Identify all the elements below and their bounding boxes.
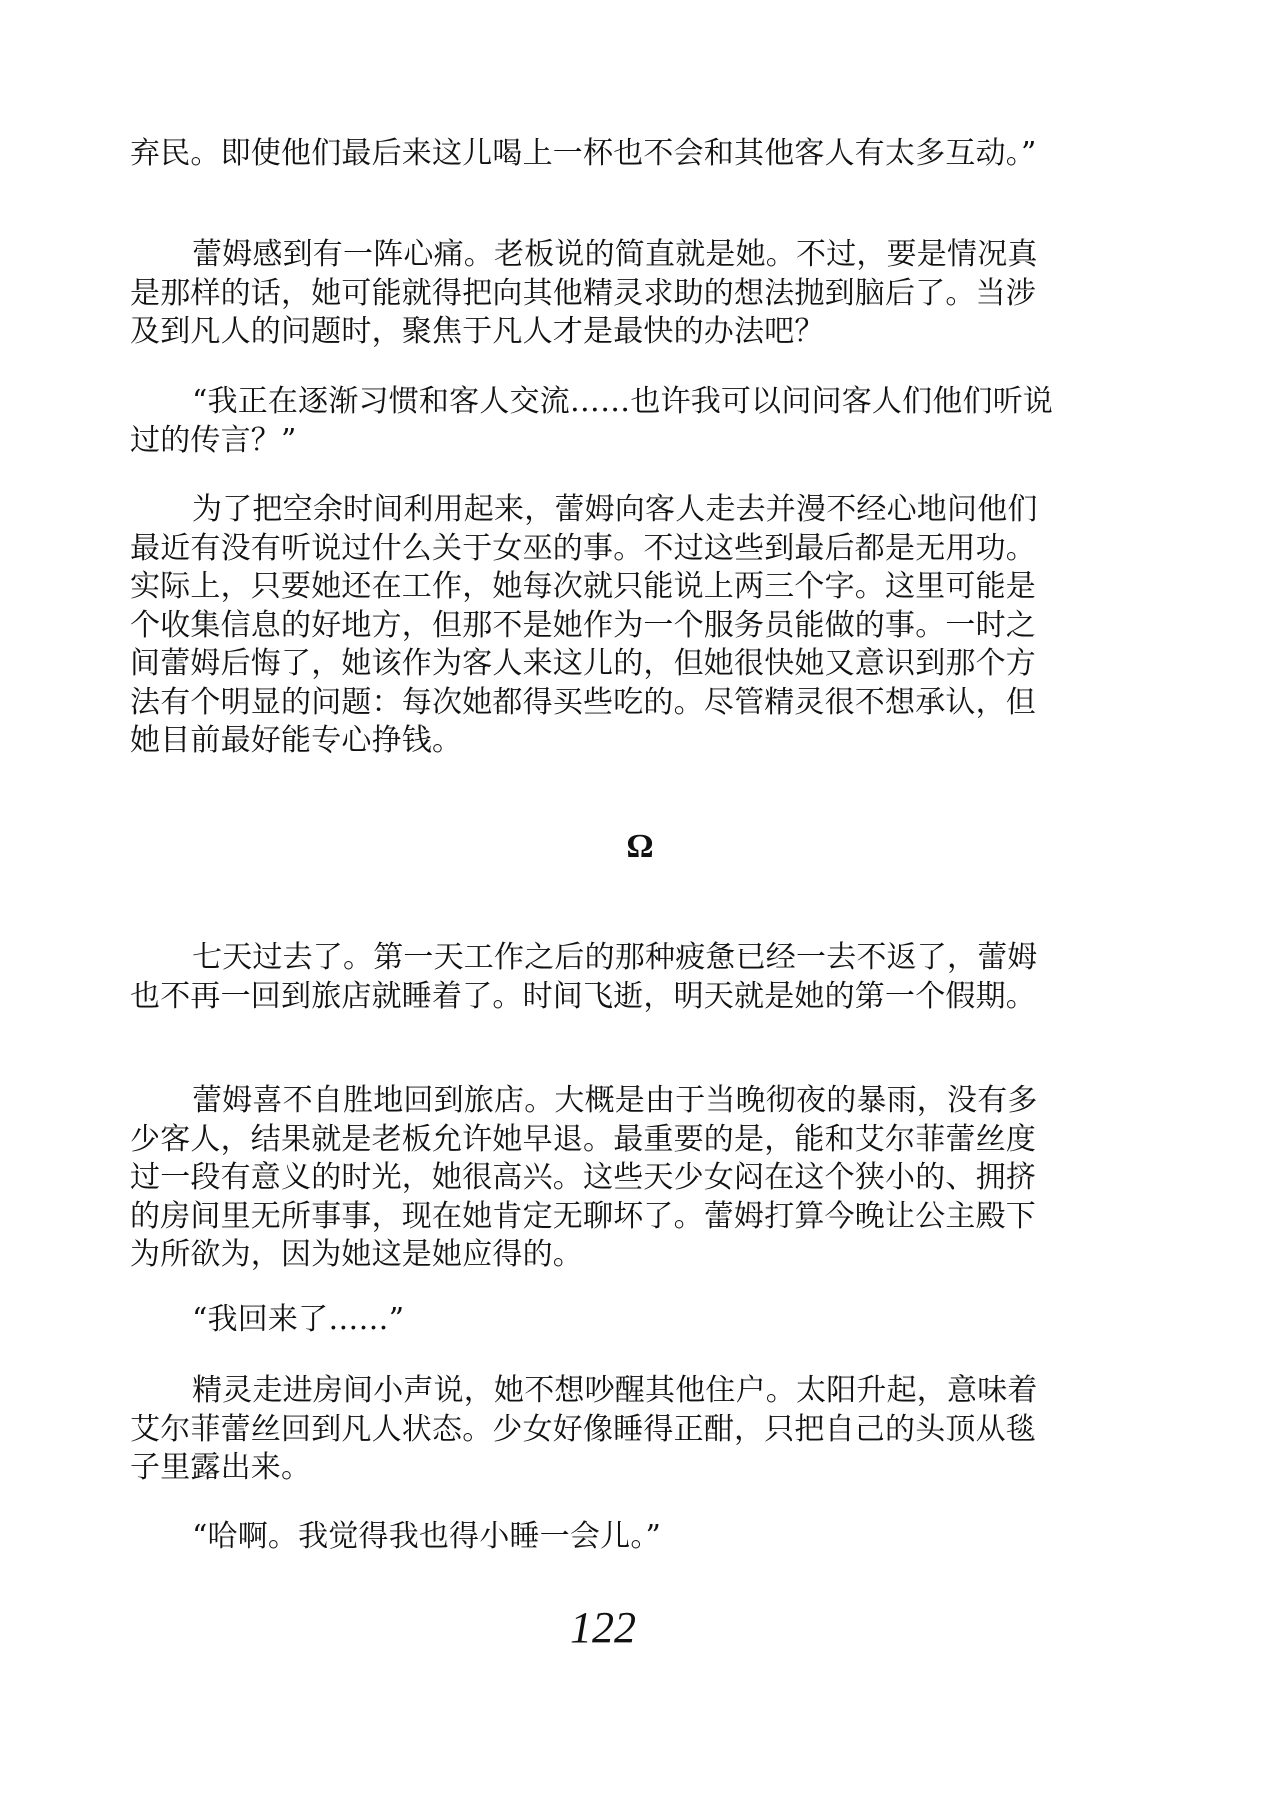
paragraph-9: “哈啊。我觉得我也得小睡一会儿。” — [192, 1519, 662, 1554]
page-number: 122 — [570, 1603, 636, 1652]
paragraph-2: 蕾姆感到有一阵心痛。老板说的简直就是她。不过，要是情况真是那样的话，她可能就得把向其他精灵求助的想法抛到脑后了。当涉及到凡人的问题时，聚焦于凡人才是最快的办法吧？ — [130, 237, 1038, 349]
paragraph-1: 弃民。即使他们最后来这儿喝上一杯也不会和其他客人有太多互动。” — [130, 136, 1037, 171]
paragraph-3: “我正在逐渐习惯和客人交流……也许我可以问问客人们他们听说过的传言？” — [130, 384, 1054, 458]
paragraph-8: 精灵走进房间小声说，她不想吵醒其他住户。太阳升起，意味着艾尔菲蕾丝回到凡人状态。少女好像睡得正酣，只把自己的头顶从毯子里露出来。 — [130, 1373, 1038, 1485]
section-break-symbol: Ω — [626, 828, 654, 865]
paragraph-5: 七天过去了。第一天工作之后的那种疲惫已经一去不返了，蕾姆也不再一回到旅店就睡着了。时间飞逝，明天就是她的第一个假期。 — [130, 940, 1038, 1014]
paragraph-7: “我回来了……” — [192, 1302, 405, 1337]
paragraph-6: 蕾姆喜不自胜地回到旅店。大概是由于当晚彻夜的暴雨，没有多少客人，结果就是老板允许她早退。最重要的是，能和艾尔菲蕾丝度过一段有意义的时光，她很高兴。这些天少女闷在这个狭小的、拥挤的房间里无所事事，现在她肯定无聊坏了。蕾姆打算今晚让公主殿下为所欲为，因为她这是她应得的。 — [130, 1083, 1038, 1272]
paragraph-4: 为了把空余时间利用起来，蕾姆向客人走去并漫不经心地问他们最近有没有听说过什么关于女巫的事。不过这些到最后都是无用功。实际上，只要她还在工作，她每次就只能说上两三个字。这里可能是个收集信息的好地方，但那不是她作为一个服务员能做的事。一时之间蕾姆后悔了，她该作为客人来这儿的，但她很快她又意识到那个方法有个明显的问题：每次她都得买些吃的。尽管精灵很不想承认，但她目前最好能专心挣钱。 — [130, 492, 1038, 758]
